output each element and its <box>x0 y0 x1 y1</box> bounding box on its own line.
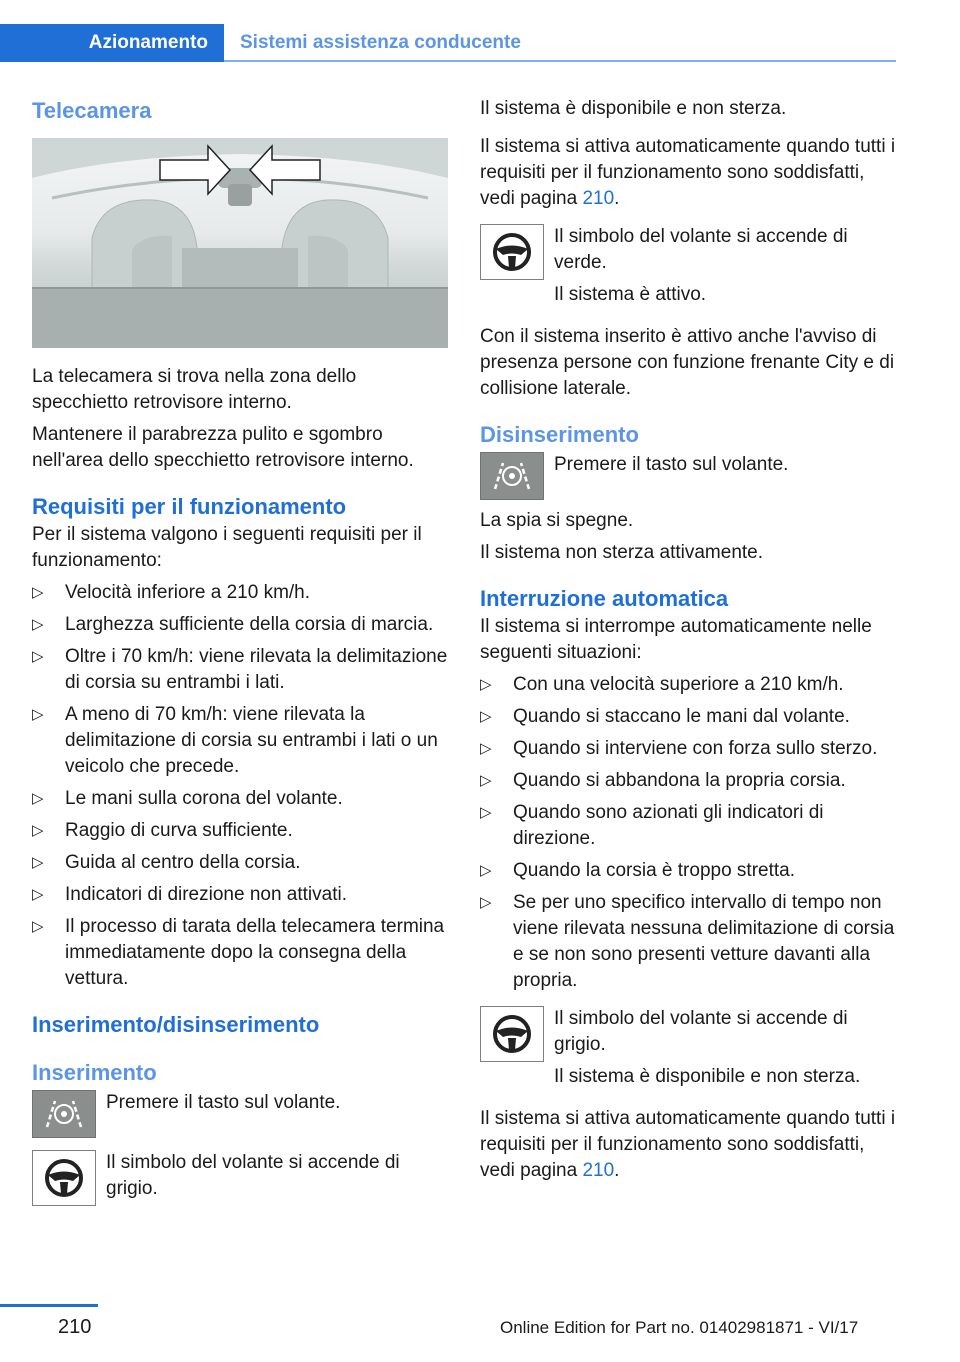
paragraph: La spia si spegne. <box>480 510 634 531</box>
tab-azionamento[interactable]: Azionamento <box>0 24 224 62</box>
triangle-right-icon: ▷ <box>32 706 44 723</box>
interruption-list <box>480 672 896 994</box>
triangle-right-icon: ▷ <box>32 790 44 807</box>
heading-requisiti: Requisiti per il funzionamento <box>32 494 347 519</box>
triangle-right-icon: ▷ <box>480 804 492 821</box>
list-item: ▷ Indicatori di direzione non attivati. <box>32 882 448 908</box>
paragraph: Il sistema non sterza attivamente. <box>480 542 764 563</box>
tab-sistemi-assistenza[interactable]: Sistemi assistenza conducente <box>240 32 521 53</box>
requirements-list <box>32 580 448 992</box>
triangle-right-icon: ▷ <box>480 894 492 911</box>
page-link[interactable]: 210 <box>582 1160 615 1181</box>
list-item: ▷ Quando si interviene con forza sullo sterzo. <box>480 736 896 762</box>
symbol-row <box>480 1006 896 1090</box>
triangle-right-icon: ▷ <box>480 740 492 757</box>
list-item: ▷ Le mani sulla corona del volante. <box>32 786 448 812</box>
paragraph: Il sistema è disponibile e non sterza. <box>480 98 787 119</box>
triangle-right-icon: ▷ <box>32 918 44 935</box>
steering-wheel-icon <box>480 224 544 280</box>
page-header <box>0 0 960 64</box>
list-item: ▷ Quando la corsia è troppo stretta. <box>480 858 896 884</box>
paragraph: Il sistema si attiva automaticamente quando tutti i requisiti per il funzionamento sono soddisfatti, vedi pagina 210. <box>480 1108 896 1181</box>
list-item: ▷ Raggio di curva sufficiente. <box>32 818 448 844</box>
list-item: ▷ Quando sono azionati gli indicatori di direzione. <box>480 802 824 849</box>
triangle-right-icon: ▷ <box>480 862 492 879</box>
list-item: ▷ Quando si staccano le mani dal volante. <box>480 704 896 730</box>
triangle-right-icon: ▷ <box>32 616 44 633</box>
paragraph: Con il sistema inserito è attivo anche l'avviso di presenza persone con funzione frenante City e di collisione laterale. <box>480 326 895 399</box>
symbol-text: Il simbolo del volante si accende di grigio. <box>106 1152 400 1199</box>
symbol-text: Il sistema è attivo. <box>554 284 707 305</box>
section-title-telecamera: Telecamera <box>32 98 152 123</box>
instruction-row <box>32 1090 448 1138</box>
triangle-right-icon: ▷ <box>32 822 44 839</box>
list-item: ▷ Quando si abbandona la propria corsia. <box>480 768 896 794</box>
instruction-text: Premere il tasto sul volante. <box>106 1092 341 1113</box>
list-item: ▷ Oltre i 70 km/h: viene rilevata la delimitazione di corsia su entrambi i lati. <box>32 646 448 693</box>
lane-assist-button-icon <box>32 1090 96 1138</box>
lane-assist-button-icon <box>480 452 544 500</box>
list-item: ▷ Guida al centro della corsia. <box>32 850 448 876</box>
list-item: ▷ Se per uno specifico intervallo di tempo non viene rilevata nessuna delimitazione di corsia e se non sono presenti vetture davanti alla propria. <box>480 892 895 991</box>
footer-divider <box>0 1304 98 1307</box>
symbol-row <box>480 224 896 308</box>
page-number: 210 <box>58 1316 92 1338</box>
triangle-right-icon: ▷ <box>480 772 492 789</box>
heading-interruzione: Interruzione automatica <box>480 586 729 611</box>
edition-note: Online Edition for Part no. 01402981871 - VI/17 <box>500 1318 859 1337</box>
symbol-row <box>32 1150 448 1206</box>
heading-inserimento-disinserimento: Inserimento/disinserimento <box>32 1012 320 1037</box>
left-column <box>32 96 448 1206</box>
triangle-right-icon: ▷ <box>32 584 44 601</box>
list-item: ▷ Larghezza sufficiente della corsia di marcia. <box>32 612 448 638</box>
header-divider <box>224 60 896 62</box>
paragraph: La telecamera si trova nella zona dello specchietto retrovisore interno. <box>32 366 357 413</box>
steering-wheel-icon <box>32 1150 96 1206</box>
symbol-text: Il simbolo del volante si accende di verde. <box>554 226 848 273</box>
paragraph: Mantenere il parabrezza pulito e sgombro nell'area dello specchietto retrovisore interno. <box>32 424 414 471</box>
instruction-row <box>480 452 896 500</box>
triangle-right-icon: ▷ <box>32 648 44 665</box>
triangle-right-icon: ▷ <box>480 676 492 693</box>
triangle-right-icon: ▷ <box>32 854 44 871</box>
list-item: ▷ Il processo di tarata della telecamera termina immediatamente dopo la consegna della vettura. <box>32 916 445 989</box>
paragraph: Il sistema si interrompe automaticamente nelle seguenti situazioni: <box>480 616 872 663</box>
symbol-text: Il simbolo del volante si accende di grigio. <box>554 1008 848 1055</box>
heading-disinserimento: Disinserimento <box>480 422 639 447</box>
right-column <box>480 96 896 1184</box>
paragraph: Il sistema si attiva automaticamente quando tutti i requisiti per il funzionamento sono soddisfatti, vedi pagina 210. <box>480 136 896 209</box>
triangle-right-icon: ▷ <box>32 886 44 903</box>
car-interior-illustration <box>32 138 448 348</box>
triangle-right-icon: ▷ <box>480 708 492 725</box>
list-item: ▷ Con una velocità superiore a 210 km/h. <box>480 672 896 698</box>
list-item: ▷ A meno di 70 km/h: viene rilevata la delimitazione di corsia su entrambi i lati o un veicolo che precede. <box>32 704 438 777</box>
steering-wheel-icon <box>480 1006 544 1062</box>
list-item: ▷ Velocità inferiore a 210 km/h. <box>32 580 448 606</box>
instruction-text: Premere il tasto sul volante. <box>554 454 789 475</box>
paragraph: Per il sistema valgono i seguenti requisiti per il funzionamento: <box>32 524 422 571</box>
symbol-text: Il sistema è disponibile e non sterza. <box>554 1066 861 1087</box>
heading-inserimento: Inserimento <box>32 1060 157 1085</box>
page-link[interactable]: 210 <box>582 188 615 209</box>
camera-location-photo <box>32 138 448 348</box>
